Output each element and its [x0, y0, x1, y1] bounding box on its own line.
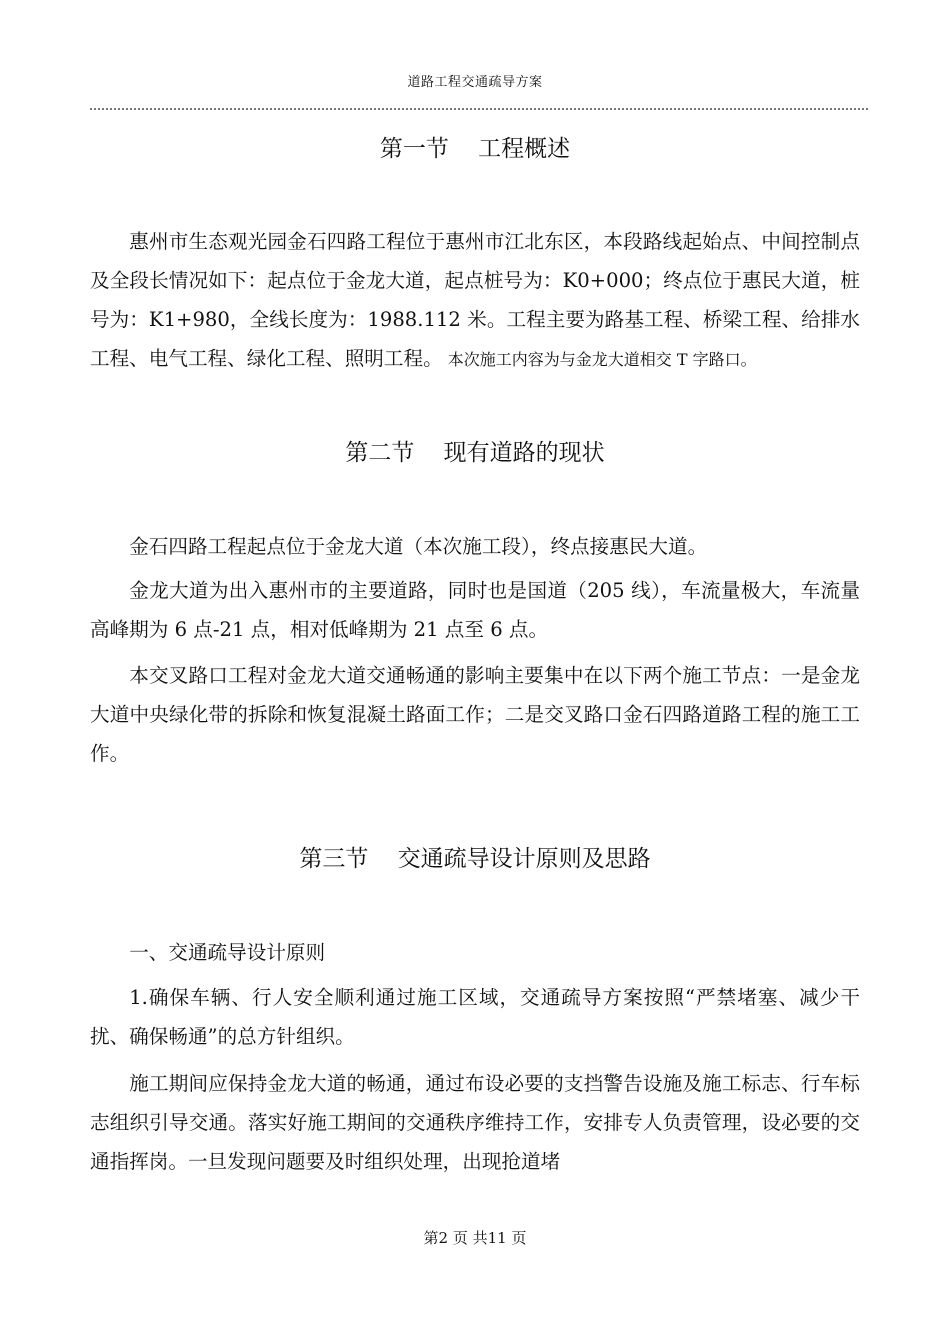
page-footer: 第2 页 共11 页 — [423, 1229, 527, 1247]
section-heading-2: 第二节 现有道路的现状 — [345, 440, 605, 466]
paragraph-impact-nodes: 本交叉路口工程对金龙大道交通畅通的影响主要集中在以下两个施工节点：一是金龙大道中央绿化带的拆除和恢复混凝土路面工作；二是交叉路口金石四路道路工程的施工工作。 — [90, 664, 860, 765]
paragraph-construction-period: 施工期间应保持金龙大道的畅通，通过布设必要的支挡警告设施及施工标志、行车标志组织引导交通。落实好施工期间的交通秩序维持工作，安排专人负责管理，设必要的交通指挥岗。一旦发现问题要及时组织处理，出现抢道堵 — [90, 1072, 860, 1173]
header-divider — [90, 108, 868, 110]
section-heading-1: 第一节 工程概述 — [379, 136, 571, 162]
paragraph-road-start-end: 金石四路工程起点位于金龙大道（本次施工段），终点接惠民大道。 — [129, 535, 708, 558]
paragraph-traffic-volume: 金龙大道为出入惠州市的主要道路，同时也是国道（205 线），车流量极大，车流量高峰期为 6 点-21 点，相对低峰期为 21 点至 6 点。 — [90, 579, 860, 641]
paragraph-project-overview-text: 惠州市生态观光园金石四路工程位于惠州市江北东区，本段路线起始点、中间控制点及全段长情况如下：起点位于金龙大道，起点桩号为：K0+000；终点位于惠民大道，桩号为：K1+980，全线长度为：1988.112 米。工程主要为路基工程、桥梁工程、给排水工程、电气工程、绿化工程、照明工程。 — [90, 230, 860, 370]
paragraph-principle-1: 1.确保车辆、行人安全顺利通过施工区域，交通疏导方案按照“严禁堵塞、减少干扰、确保畅通”的总方针组织。 — [90, 986, 860, 1048]
paragraph-project-overview-note: 本次施工内容为与金龙大道相交 T 字路口。 — [442, 350, 757, 369]
paragraph-project-overview — [90, 222, 860, 379]
page-header: 道路工程交通疏导方案 — [407, 75, 543, 90]
section-heading-3: 第三节 交通疏导设计原则及思路 — [299, 846, 651, 872]
subheading-design-principles: 一、交通疏导设计原则 — [129, 941, 326, 964]
